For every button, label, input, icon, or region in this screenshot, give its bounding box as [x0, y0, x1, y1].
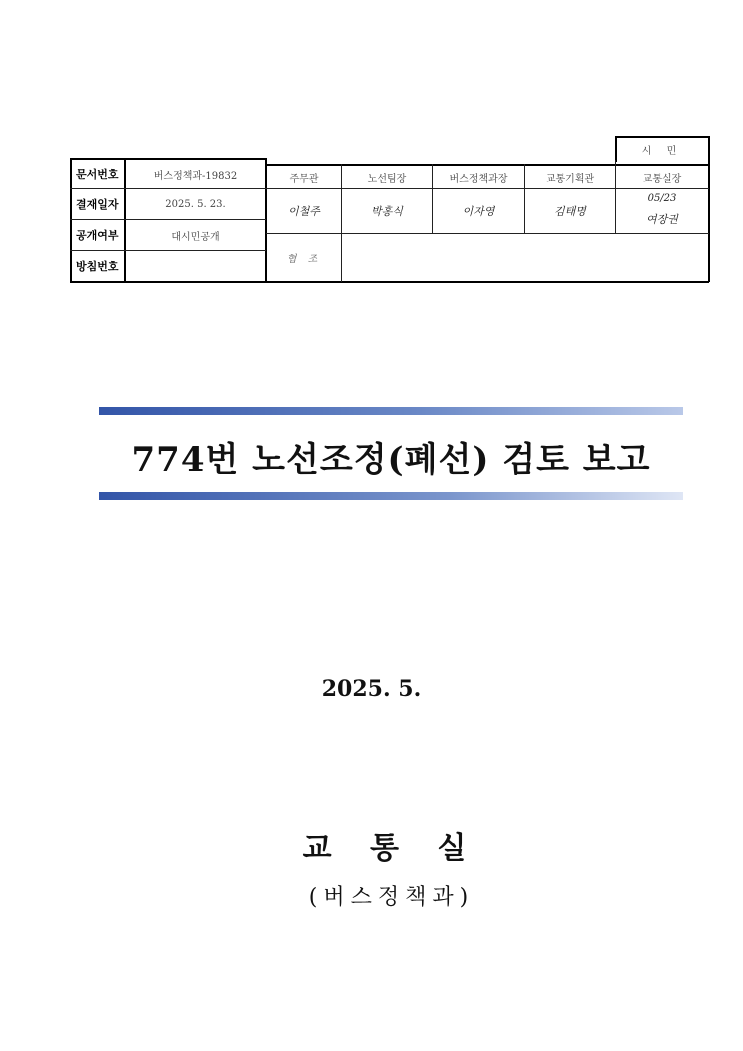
signature: 박홍식 — [371, 205, 403, 218]
doc-number-label: 문서번호 — [76, 168, 119, 181]
role-header: 교통기획관 — [545, 173, 595, 185]
signature: 여장권 — [646, 213, 678, 226]
signature: 이철주 — [288, 205, 320, 218]
document-date: 2025. 5. — [321, 676, 422, 702]
title-top-bar — [99, 407, 683, 415]
cooperation-label: 협 조 — [286, 254, 322, 265]
approval-date-value: 2025. 5. 23. — [165, 198, 226, 210]
final-approval-date: 05/23 — [647, 192, 677, 204]
department-name: 교 통 실 — [302, 831, 481, 866]
title-bottom-bar — [99, 492, 683, 500]
signature: 김태명 — [554, 205, 586, 218]
sub-department-name: (버스정책과) — [308, 885, 475, 910]
policy-number-value — [126, 251, 265, 281]
role-header: 교통실장 — [642, 173, 682, 185]
signature: 이자영 — [462, 205, 495, 218]
disclosure-label: 공개여부 — [76, 229, 119, 242]
disclosure-value: 대시민공개 — [171, 231, 220, 243]
role-header: 버스정책과장 — [449, 173, 508, 185]
role-header: 주무관 — [289, 173, 319, 185]
citizen-label: 시 민 — [641, 145, 683, 157]
document-title: 774번 노선조정(폐선) 검토 보고 — [131, 440, 651, 480]
policy-number-label: 방침번호 — [76, 260, 119, 273]
doc-number-value: 버스정책과-19832 — [153, 170, 238, 182]
role-header: 노선팀장 — [367, 173, 407, 185]
approval-date-label: 결재일자 — [76, 198, 119, 211]
